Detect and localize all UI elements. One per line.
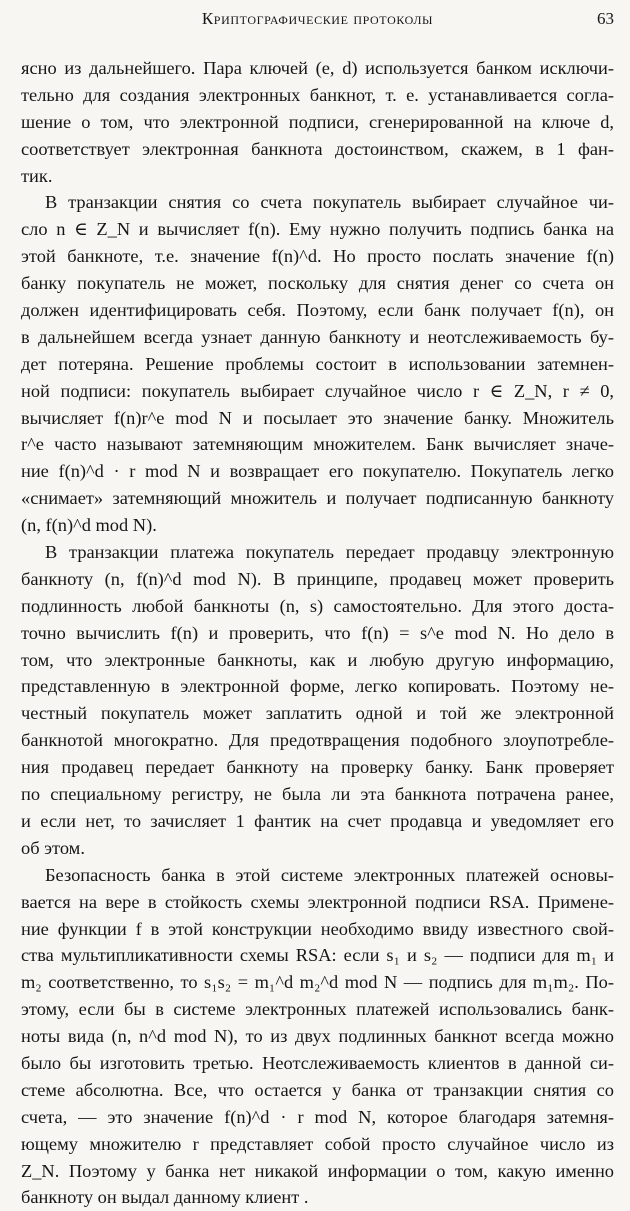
- text-line: ноты вида (n, n^d mod N), то из двух подлинных банкнот всегда можно: [21, 1026, 614, 1047]
- text-line: ющему множителю r представляет собой просто случайное число из: [21, 1133, 614, 1154]
- body-text: [21, 55, 614, 1211]
- text-line: Безопасность банка в этой системе электронных платежей основы-: [45, 864, 614, 885]
- text-line: «снимает» затемняющий множитель и получает подписанную банкноту: [21, 488, 614, 509]
- text-line: вается на вере в стойкость схемы электронной подписи RSA. Примене-: [21, 891, 614, 912]
- text-line: точно вычислить f(n) и проверить, что f(n) = s^e mod N. Но дело в: [21, 622, 614, 643]
- text-line: стеме абсолютна. Все, что остается у банка от транзакции снятия со: [21, 1079, 614, 1100]
- text-line: и если нет, то зачисляет 1 фантик на счет продавца и уведомляет его: [21, 810, 614, 831]
- text-line: по специальному регистру, не была ли эта банкнота потрачена ранее,: [21, 784, 614, 805]
- text-line: тельно для создания электронных банкнот, т. е. устанавливается согла-: [21, 84, 614, 105]
- text-line: этой банкноте, т.е. значение f(n)^d. Но просто послать значение f(n): [21, 246, 614, 267]
- text-line: ной подписи: покупатель выбирает случайное число r ∈ Z_N, r ≠ 0,: [21, 380, 614, 401]
- text-line: представленную в электронной форме, легко копировать. Поэтому не-: [21, 676, 614, 697]
- text-line: r^e часто называют затемняющим множителем. Банк вычисляет значе-: [21, 434, 614, 455]
- text-line: банкноту он выдал данному клиент .: [21, 1187, 309, 1208]
- text-line: дет потеряна. Решение проблемы состоит в использовании затемнен-: [21, 353, 614, 374]
- text-line: ние f(n)^d · r mod N и возвращает его покупателю. Покупатель легко: [21, 461, 614, 482]
- text-line: было бы изготовить третью. Неотслеживаемость клиентов в данной си-: [21, 1052, 614, 1073]
- text-line: банкнотой многократно. Для предотвращения подобного злоупотребле-: [21, 730, 614, 751]
- text-line: в дальнейшем всегда узнает данную банкноту и неотслеживаемость бу-: [21, 326, 614, 347]
- text-line: подлинность любой банкноты (n, s) самостоятельно. Для этого доста-: [21, 595, 614, 616]
- text-line: об этом.: [21, 837, 85, 858]
- text-line: m₂ соответственно, то s₁s₂ = m₁^d m₂^d mod N — подпись для m₁m₂. По-: [21, 972, 614, 993]
- paragraph: [21, 55, 614, 189]
- paragraph: [21, 539, 614, 862]
- text-line: тик.: [21, 165, 53, 186]
- paragraph: [21, 862, 614, 1211]
- text-line: Z_N. Поэтому у банка нет никакой информации о том, какую именно: [21, 1160, 614, 1181]
- text-line: этому, если бы в системе электронных платежей использовались банк-: [21, 999, 614, 1020]
- text-line: соответствует электронная банкнота достоинством, скажем, в 1 фан-: [21, 138, 614, 159]
- text-line: шение о том, что электронной подписи, сгенерированной на ключе d,: [21, 111, 614, 132]
- text-line: счета, — это значение f(n)^d · r mod N, которое благодаря затемня-: [21, 1106, 614, 1127]
- text-line: ние функции f в этой конструкции необходимо ввиду известного свой-: [21, 918, 614, 939]
- text-line: вычисляет f(n)r^e mod N и посылает это значение банку. Множитель: [21, 407, 614, 428]
- text-line: (n, f(n)^d mod N).: [21, 515, 157, 536]
- text-line: должен идентифицировать себя. Поэтому, если банк получает f(n), он: [21, 300, 614, 321]
- page-number: 63: [597, 9, 614, 28]
- text-line: ния продавец передает банкноту на проверку банку. Банк проверяет: [21, 757, 614, 778]
- text-line: ства мультипликативности схемы RSA: если s₁ и s₂ — подписи для m₁ и: [21, 945, 614, 966]
- text-line: банку покупатель не может, поскольку для снятия денег со счета он: [21, 273, 614, 294]
- text-line: банкноту (n, f(n)^d mod N). В принципе, продавец может проверить: [21, 568, 614, 589]
- header-title: Криптографические протоколы: [201, 9, 434, 28]
- text-line: В транзакции снятия со счета покупатель выбирает случайное чи-: [45, 192, 614, 213]
- text-line: ясно из дальнейшего. Пара ключей (e, d) используется банком исключи-: [21, 58, 614, 78]
- text-line: В транзакции платежа покупатель передает продавцу электронную: [45, 542, 614, 563]
- text-line: сло n ∈ Z_N и вычисляет f(n). Ему нужно получить подпись банка на: [21, 219, 614, 240]
- paragraph: [21, 189, 614, 539]
- text-line: честный покупатель может заплатить одной и той же электронной: [21, 703, 614, 724]
- text-line: том, что электронные банкноты, как и любую другую информацию,: [21, 649, 614, 670]
- running-header: [21, 9, 614, 35]
